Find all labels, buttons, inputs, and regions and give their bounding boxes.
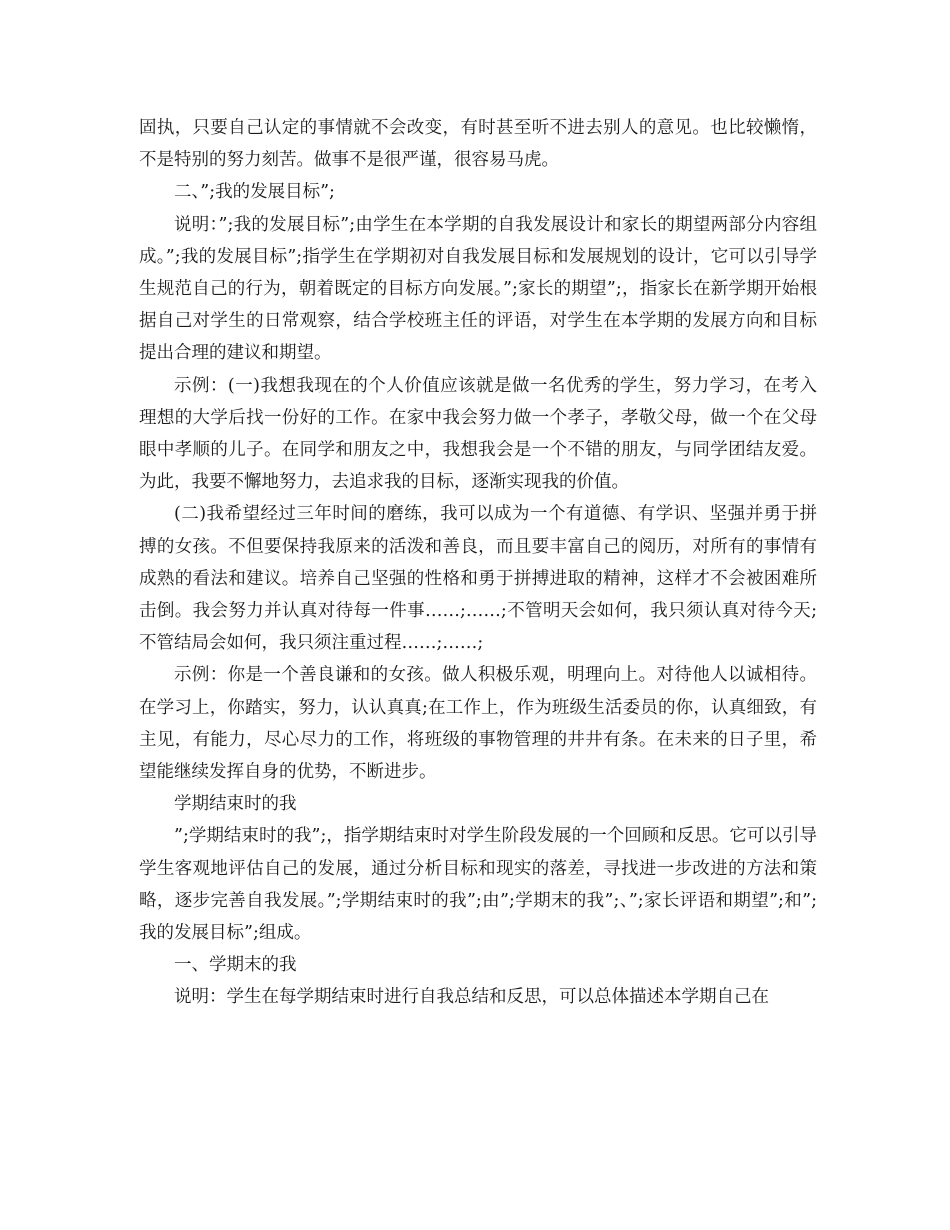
section-heading-end-of-term: 学期结束时的我 bbox=[174, 794, 297, 815]
section-heading-term-end-self: 一、学期末的我 bbox=[174, 955, 297, 976]
paragraph-continued-self-assessment: 固执，只要自己认定的事情就不会改变，有时甚至听不进去别人的意见。也比较懒惰，不是特别的努力刻苦。做事不是很严谨，很容易马虎。 bbox=[139, 118, 817, 171]
paragraph-explanation-goals: 说明：”;我的发展目标”;由学生在本学期的自我发展设计和家长的期望两部分内容组成。”;我的发展目标”;指学生在学期初对自我发展目标和发展规划的设计，它可以引导学生规范自己的行为，朝着既定的目标方向发展。”;家长的期望”;，指家长在新学期开始根据自己对学生的日常观察，结合学校班主任的评语，对学生在本学期的发展方向和目标提出合理的建议和期望。 bbox=[139, 214, 817, 364]
paragraph-example-two: (二)我希望经过三年时间的磨练，我可以成为一个有道德、有学识、坚强并勇于拼搏的女孩。不但要保持我原来的活泼和善良，而且要丰富自己的阅历，对所有的事情有成熟的看法和建议。培养自己坚强的性格和勇于拼搏进取的精神，这样才不会被困难所击倒。我会努力并认真对待每一件事……;……;不管明天会如何，我只须认真对待今天;不管结局会如何，我只须注重过程……;……; bbox=[139, 504, 817, 654]
paragraph-example-parent-comment: 示例：你是一个善良谦和的女孩。做人积极乐观，明理向上。对待他人以诚相待。在学习上，你踏实，努力，认认真真;在工作上，作为班级生活委员的你，认真细致，有主见，有能力，尽心尽力的工作，将班级的事物管理的井井有条。在未来的日子里，希望能继续发挥自身的优势，不断进步。 bbox=[139, 665, 817, 783]
paragraph-explanation-term-end: 说明：学生在每学期结束时进行自我总结和反思，可以总体描述本学期自己在 bbox=[174, 987, 769, 1008]
document-body bbox=[139, 112, 817, 1014]
paragraph-example-one: 示例：(一)我想我现在的个人价值应该就是做一名优秀的学生，努力学习，在考入理想的大学后找一份好的工作。在家中我会努力做一个孝子，孝敬父母，做一个在父母眼中孝顺的儿子。在同学和朋友之中，我想我会是一个不错的朋友，与同学团结友爱。为此，我要不懈地努力，去追求我的目标，逐渐实现我的价值。 bbox=[139, 375, 817, 493]
paragraph-end-of-term-description: ”;学期结束时的我”;，指学期结束时对学生阶段发展的一个回顾和反思。它可以引导学生客观地评估自己的发展，通过分析目标和现实的落差，寻找进一步改进的方法和策略，逐步完善自我发展。”;学期结束时的我”;由”;学期末的我”;、”;家长评语和期望”;和”;我的发展目标”;组成。 bbox=[139, 826, 817, 944]
section-heading-development-goals: 二、”;我的发展目标”; bbox=[174, 182, 335, 203]
